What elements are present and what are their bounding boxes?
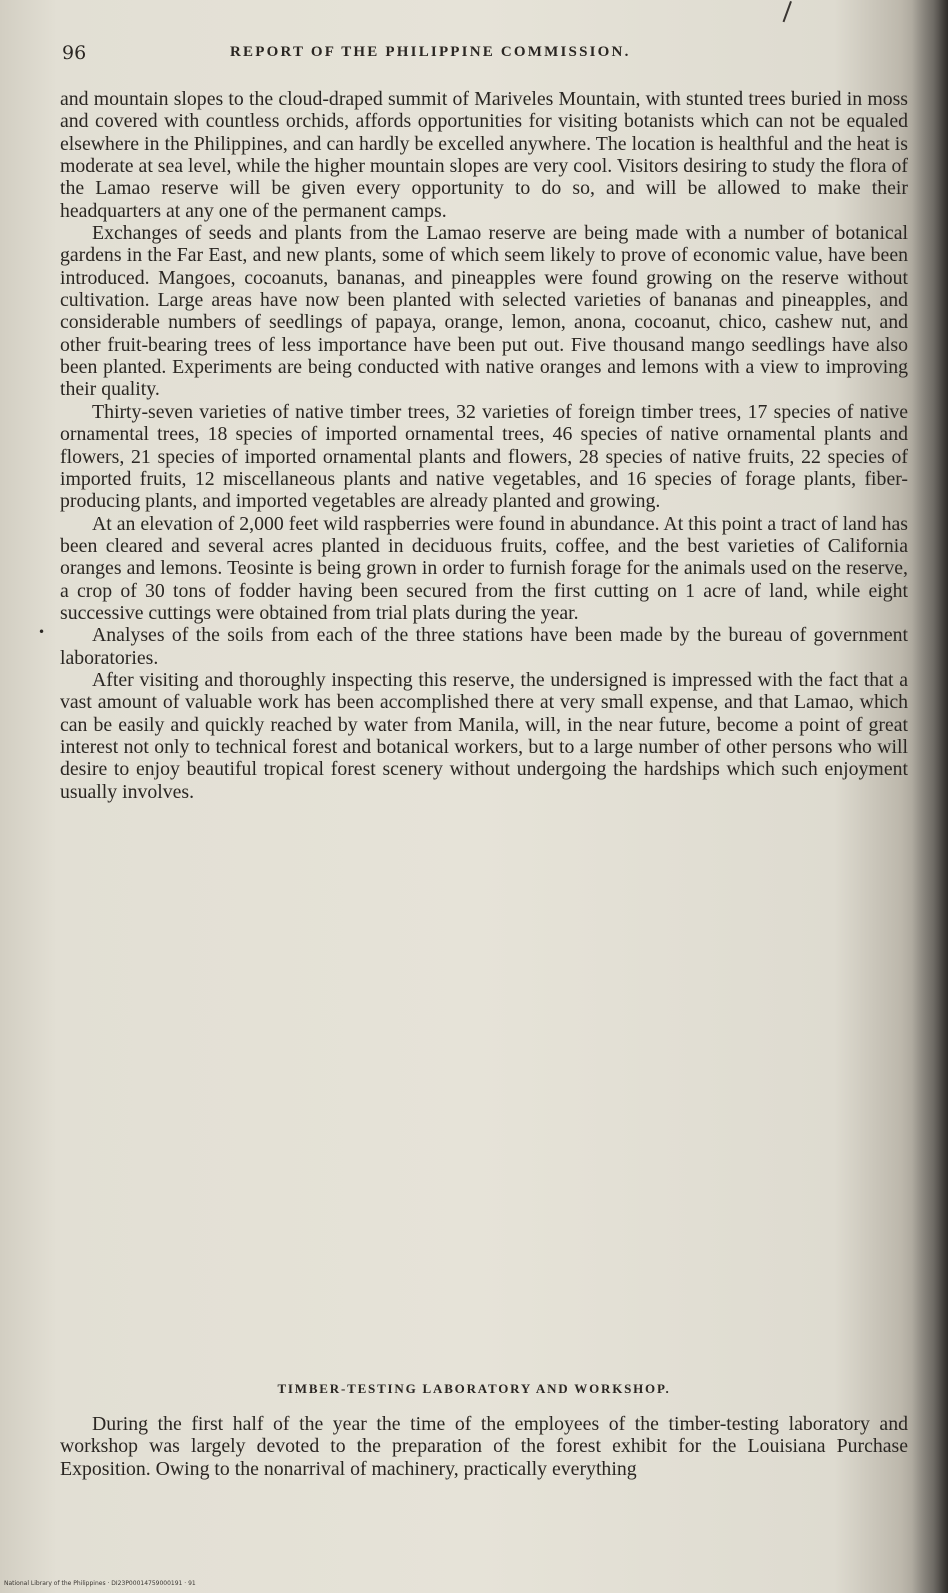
margin-mark: • (38, 625, 46, 639)
paragraph-3: Thirty-seven varieties of native timber trees, 32 varieties of foreign timber trees, 17 species of native ornamental trees, 18 species of imported ornamental trees, 46 species of native ornamental plants and flowers, 21 species of imported ornamental plants and flowers, 28 species of native fruits, 22 species of imported fruits, 12 miscellaneous plants and native vegetables, and 16 species of forage plants, fiber-producing plants, and imported vegetables are already planted and growing. (60, 400, 908, 513)
paragraph-1: and mountain slopes to the cloud-draped summit of Mariveles Mountain, with stunted trees buried in moss and covered with countless orchids, affords opportunities for visiting botanists which can not be equaled elsewhere in the Philippines, and can hardly be excelled anywhere. The location is healthful and the heat is moderate at sea level, while the higher mountain slopes are very cool. Visitors desiring to study the flora of the Lamao reserve will be given every opportunity to do so, and will be allowed to make their headquarters at any one of the permanent camps. (60, 88, 908, 222)
paragraph-6: After visiting and thoroughly inspecting this reserve, the undersigned is impressed with the fact that a vast amount of valuable work has been accomplished there at very small expense, and that Lamao, which can be easily and quickly reached by water from Manila, will, in the near future, become a point of great interest not only to technical forest and botanical workers, but to a large number of other persons who will desire to enjoy beautiful tropical forest scenery without undergoing the hardships which such enjoyment usually involves. (60, 668, 908, 803)
section-title: TIMBER-TESTING LABORATORY AND WORKSHOP. (277, 1381, 671, 1396)
paragraph-4: At an elevation of 2,000 feet wild raspberries were found in abundance. At this point a tract of land has been cleared and several acres planted in deciduous fruits, coffee, and the best varieties of California oranges and lemons. Teosinte is being grown in order to furnish forage for the animals used on the reserve, a crop of 30 tons of fodder having been secured from the first cutting on 1 acre of land, while eight successive cuttings were obtained from trial plats during the year. (60, 512, 908, 624)
paragraph-2: Exchanges of seeds and plants from the Lamao reserve are being made with a number of botanical gardens in the Far East, and new plants, some of which seem likely to prove of economic value, have been introduced. Mangoes, cocoanuts, bananas, and pineapples were found growing on the reserve without cultivation. Large areas have now been planted with selected varieties of bananas and pineapples, and considerable numbers of seedlings of papaya, orange, lemon, anona, cocoanut, chico, cashew nut, and other fruit-bearing trees of less importance have been put out. Five thousand mango seedlings have also been planted. Experiments are being conducted with native oranges and lemons with a view to improving their quality. (60, 222, 908, 401)
paragraph-5: Analyses of the soils from each of the three stations have been made by the bureau of government laboratories. (60, 624, 908, 669)
running-head: REPORT OF THE PHILIPPINE COMMISSION. (230, 44, 631, 60)
footer-source-line: National Library of the Philippines · DI23P00014759000191 · 91 (4, 1580, 196, 1587)
section-paragraph-1: During the first half of the year the time of the employees of the timber-testing laboratory and workshop was largely devoted to the preparation of the forest exhibit for the Louisiana Purchase Exposition. Owing to the nonarrival of machinery, practically everything (60, 1413, 908, 1480)
page-header (62, 42, 902, 68)
page-number: 96 (62, 42, 87, 64)
page-edge-shadow (912, 0, 948, 1593)
body-text (60, 88, 908, 803)
section-body (60, 1413, 908, 1480)
